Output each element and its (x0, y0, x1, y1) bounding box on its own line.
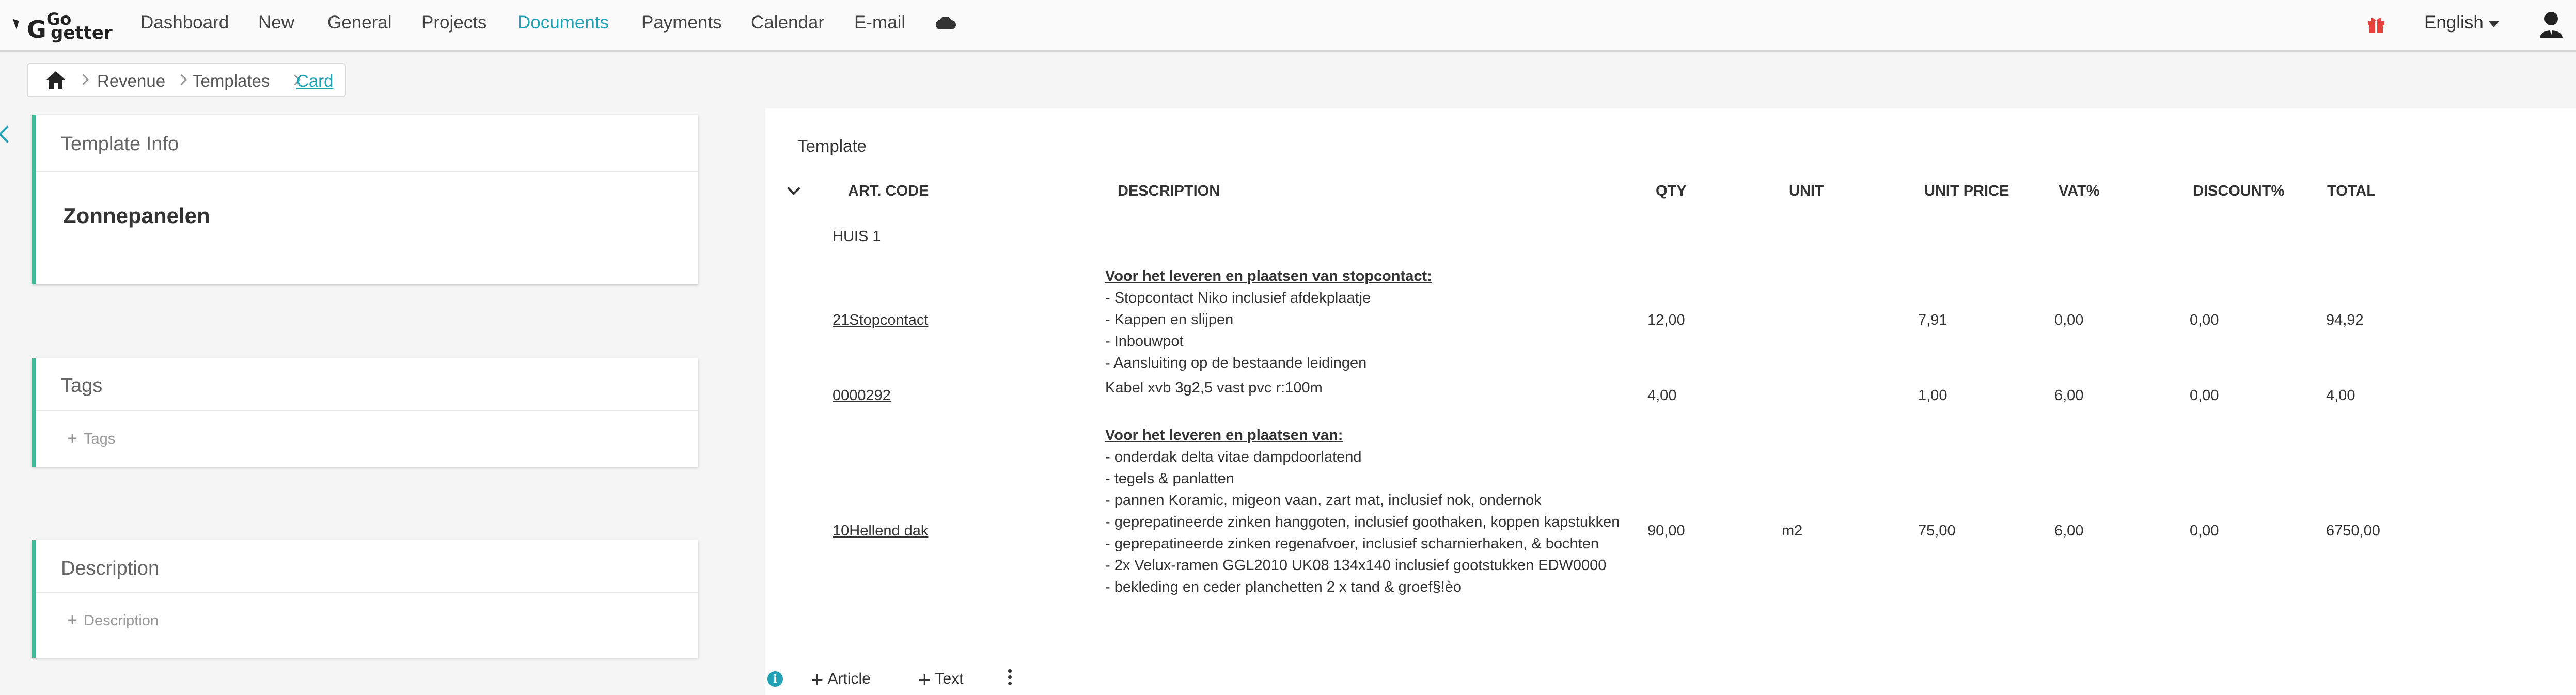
col-art-code: ART. CODE (848, 183, 929, 199)
group-row-title[interactable]: HUIS 1 (833, 228, 881, 245)
breadcrumb (27, 63, 346, 97)
plus-icon: + (67, 429, 77, 448)
row-discount[interactable]: 0,00 (2190, 523, 2219, 539)
row-description[interactable] (1105, 265, 1432, 374)
description-line: - pannen Koramic, migeon vaan, zart mat, inclusief nok, ondernok (1105, 492, 1542, 509)
add-text-label: Text (935, 670, 964, 687)
description-line: - tegels & panlatten (1105, 470, 1234, 487)
nav-dashboard[interactable]: Dashboard (140, 12, 229, 33)
logo-go: Go (46, 9, 72, 29)
description-placeholder: Description (84, 612, 159, 629)
tags-title: Tags (61, 375, 103, 397)
nav-calendar[interactable]: Calendar (751, 12, 825, 33)
nav-general[interactable]: General (327, 12, 392, 33)
row-total: 94,92 (2326, 312, 2364, 328)
description-line: - onderdak delta vitae dampdoorlatend (1105, 449, 1362, 465)
description-line: - Kappen en slijpen (1105, 311, 1234, 328)
description-heading: Voor het leveren en plaatsen van stopcontact: (1105, 268, 1432, 285)
nav-new[interactable]: New (258, 12, 295, 33)
info-icon[interactable]: i (767, 671, 783, 687)
row-vat[interactable]: 6,00 (2054, 387, 2084, 404)
nav-projects[interactable]: Projects (421, 12, 487, 33)
description-card (32, 540, 698, 658)
tags-card (32, 358, 698, 467)
logo-g: G (27, 15, 46, 43)
col-unit: UNIT (1789, 183, 1824, 199)
row-art-code[interactable]: 0000292 (833, 387, 891, 404)
gogetter-logo[interactable] (15, 8, 113, 43)
collapse-sidebar-icon[interactable] (0, 125, 16, 143)
card-header (36, 115, 698, 172)
gift-icon[interactable] (2366, 14, 2386, 34)
more-options-icon[interactable] (1008, 669, 1012, 688)
template-info-card (32, 115, 698, 284)
nav-documents[interactable]: Documents (517, 12, 609, 33)
chevron-right-icon (176, 74, 187, 85)
row-unit-price[interactable]: 75,00 (1918, 523, 1956, 539)
description-line: - bekleding en ceder planchetten 2 x tand & groef§!èo (1105, 579, 1462, 595)
row-discount[interactable]: 0,00 (2190, 387, 2219, 404)
card-header (36, 540, 698, 593)
row-qty[interactable]: 4,00 (1647, 387, 1677, 404)
col-vat: VAT% (2059, 183, 2100, 199)
description-line: - Stopcontact Niko inclusief afdekplaatje (1105, 290, 1371, 306)
add-text-button[interactable] (918, 667, 964, 692)
breadcrumb-templates[interactable]: Templates (192, 71, 270, 90)
row-art-code[interactable]: 10Hellend dak (833, 523, 929, 539)
user-avatar-icon[interactable] (2539, 10, 2564, 38)
row-unit[interactable]: m2 (1782, 523, 1803, 539)
row-total: 4,00 (2326, 387, 2355, 404)
plus-icon: + (811, 667, 824, 691)
collapse-all-chevron-icon[interactable] (787, 182, 800, 195)
row-description[interactable] (1105, 377, 1323, 399)
plus-icon: + (918, 667, 931, 691)
template-info-title: Template Info (61, 133, 179, 155)
col-total: TOTAL (2327, 183, 2376, 199)
cloud-icon[interactable] (933, 17, 956, 30)
nav-payments[interactable]: Payments (641, 12, 722, 33)
description-line: - 2x Velux-ramen GGL2010 UK08 134x140 inclusief gootstukken EDW0000 (1105, 557, 1607, 574)
chevron-right-icon (78, 74, 89, 85)
row-qty[interactable]: 12,00 (1647, 312, 1685, 328)
description-line: - Inbouwpot (1105, 333, 1184, 350)
caret-down-icon[interactable] (2488, 21, 2500, 27)
description-heading: Voor het leveren en plaatsen van: (1105, 427, 1343, 444)
home-icon[interactable] (45, 70, 66, 90)
row-total: 6750,00 (2326, 523, 2380, 539)
row-description[interactable] (1105, 424, 1620, 598)
template-title: Template (797, 136, 867, 155)
description-line: - Aansluiting op de bestaande leidingen (1105, 355, 1367, 371)
row-vat[interactable]: 0,00 (2054, 312, 2084, 328)
logo-getter: getter (51, 23, 113, 43)
nav-email[interactable]: E-mail (854, 12, 906, 33)
description-line: Kabel xvb 3g2,5 vast pvc r:100m (1105, 380, 1323, 396)
plus-icon: + (67, 610, 77, 630)
breadcrumb-revenue[interactable]: Revenue (97, 71, 166, 90)
add-article-button[interactable] (811, 667, 871, 692)
breadcrumb-card[interactable]: Card (296, 71, 334, 90)
row-unit-price[interactable]: 7,91 (1918, 312, 1947, 328)
card-header (36, 358, 698, 411)
description-title: Description (61, 558, 160, 579)
col-description: DESCRIPTION (1118, 183, 1220, 199)
template-panel (765, 108, 2576, 695)
row-art-code[interactable]: 21Stopcontact (833, 312, 929, 328)
col-unit-price: UNIT PRICE (1924, 183, 2009, 199)
add-article-label: Article (827, 670, 871, 687)
template-actions (765, 665, 1127, 692)
tags-placeholder: Tags (84, 431, 116, 447)
row-unit-price[interactable]: 1,00 (1918, 387, 1947, 404)
row-discount[interactable]: 0,00 (2190, 312, 2219, 328)
col-qty: QTY (1656, 183, 1687, 199)
row-qty[interactable]: 90,00 (1647, 523, 1685, 539)
language-selector[interactable]: English (2424, 12, 2484, 33)
top-navbar (0, 0, 2576, 52)
description-line: - geprepatineerde zinken regenafvoer, inclusief scharnierhaken, & bochten (1105, 535, 1599, 552)
description-line: - geprepatineerde zinken hanggoten, inclusief goothaken, koppen kapstukken (1105, 514, 1620, 530)
template-name[interactable]: Zonnepanelen (63, 203, 210, 228)
col-discount: DISCOUNT% (2193, 183, 2285, 199)
row-vat[interactable]: 6,00 (2054, 523, 2084, 539)
